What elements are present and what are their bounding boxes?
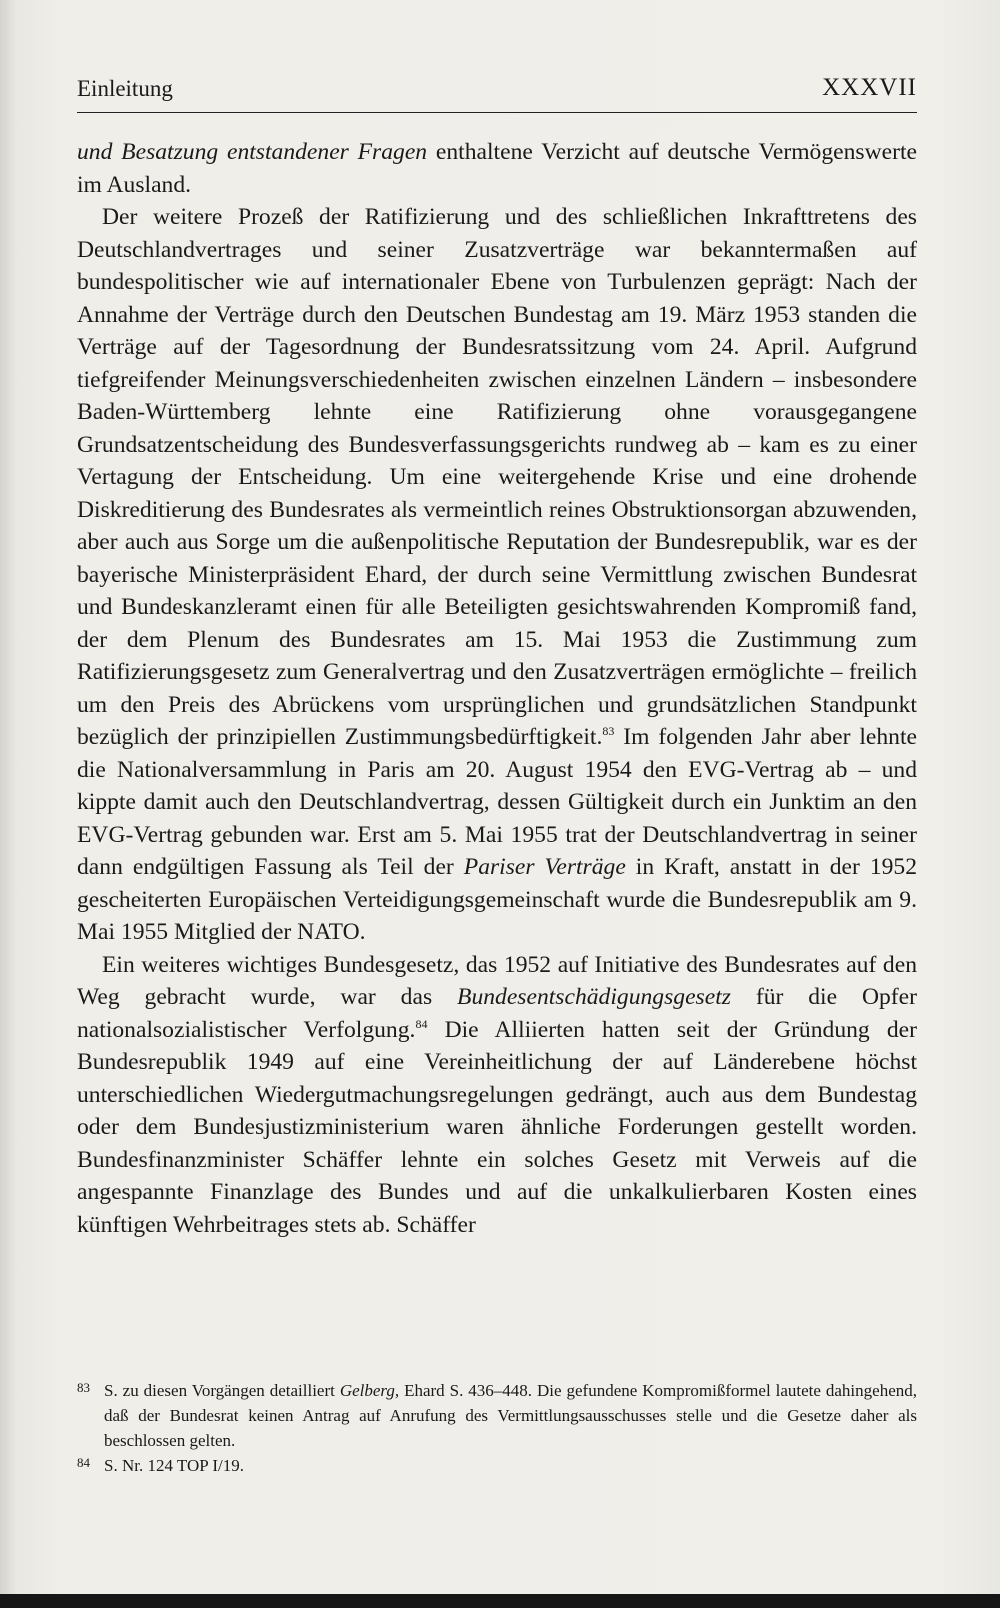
text-run: Die Alliierten hatten seit der Gründung der Bundesrepublik 1949 auf eine Vereinheitlichung der auf Länderebene höchst unterschiedlichen Wiedergutmachungsregelungen gedrängt, auch aus dem Bundestag oder dem Bundesjustizministerium waren ähnliche Forderungen gestellt worden. Bundesfinanzminister Schäffer lehnte ein solches Gesetz mit Verweis auf die angespannte Finanzlage des Bundes und auf die unkalkulierbaren Kosten eines künftigen Wehrbeitrages stets ab. Schäffer [77, 1016, 917, 1238]
paragraph-2 [77, 201, 917, 949]
text-run: für die Opfer nationalsozialistischer Verfolgung. [77, 984, 917, 1043]
footnote-number: 84 [77, 1455, 90, 1470]
body-text [77, 136, 917, 1241]
text-run: S. zu diesen Vorgängen detailliert [104, 1381, 340, 1400]
italic-phrase: Pariser Verträge [463, 854, 626, 880]
page-edge-shadow [0, 0, 16, 1608]
footnote-84 [77, 1453, 917, 1478]
text-run: Im folgenden Jahr aber lehnte die Nationalversammlung in Paris am 20. August 1954 den EVG-Vertrag ab – und kippte damit auch den Deutschlandvertrag, dessen Gültigkeit durch ein Junktim an den EVG-Vertrag gebunden war. Erst am 5. Mai 1955 trat der Deutschlandvertrag in seiner dann endgültigen Fassung als Teil der [77, 724, 917, 880]
italic-phrase: Bundesentschädigungsgesetz [457, 984, 731, 1010]
text-run: Ein weiteres wichtiges Bundesgesetz, das 1952 auf Initiative des Bundesrates auf den Weg gebracht wurde, war das [77, 951, 917, 1010]
page-number: XXXVII [822, 74, 917, 101]
text-run: Ehard S. 436–448. Die gefundene Kompromißformel lautete dahingehend, daß der Bundesrat keinen Antrag auf Anrufung des Vermittlungsausschusses stelle und die Gesetze daher als beschlossen gelten. [104, 1381, 917, 1450]
text-run: enthaltene Verzicht auf deutsche Vermögenswerte im Ausland. [77, 139, 917, 198]
running-header [77, 74, 917, 113]
scan-bottom-edge [0, 1594, 1000, 1608]
paragraph-3 [77, 949, 917, 1242]
italic-phrase: und Besatzung entstandener Fragen [77, 139, 428, 165]
paragraph-1 [77, 136, 917, 201]
section-title: Einleitung [77, 76, 173, 101]
footnote-83 [77, 1378, 917, 1453]
footnotes [77, 1378, 917, 1478]
text-run: Der weitere Prozeß der Ratifizierung und des schließlichen Inkrafttretens des Deutschlandvertrages und seiner Zusatzverträge war bekanntermaßen auf bundespolitischer wie auf internationaler Ebene von Turbulenzen geprägt: Nach der Annahme der Verträge durch den Deutschen Bundestag am 19. März 1953 standen die Verträge auf der Tagesordnung der Bundesratssitzung vom 24. April. Aufgrund tiefgreifender Meinungsverschiedenheiten zwischen einzelnen Ländern – insbesondere Baden-Württemberg lehnte eine Ratifizierung ohne vorausgegangene Grundsatzentscheidung des Bundesverfassungsgerichts rundweg ab – kam es zu einer Vertagung der Entscheidung. Um eine weitergehende Krise und eine drohende Diskreditierung des Bundesrates als vermeintlich reines Obstruktionsorgan abzuwenden, aber auch aus Sorge um die außenpolitische Reputation der Bundesrepublik, war es der bayerische Ministerpräsident Ehard, der durch seine Vermittlung zwischen Bundesrat und Bundeskanzleramt einen für alle Beteiligten gesichtswahrenden Kompromiß fand, der dem Plenum des Bundesrates am 15. Mai 1953 die Zustimmung zum Ratifizierungsgesetz zum Generalvertrag und den Zusatzverträgen ermöglichte – freilich um den Preis des Abrückens vom ursprünglichen und grundsätzlichen Standpunkt bezüglich der prinzipiellen Zustimmungsbedürftigkeit. [77, 204, 917, 750]
footnote-ref-83: 83 [602, 724, 615, 738]
footnote-number: 83 [77, 1380, 90, 1395]
text-run: S. Nr. 124 TOP I/19. [104, 1456, 244, 1475]
italic-phrase: Gelberg, [339, 1381, 400, 1400]
footnote-ref-84: 84 [415, 1016, 428, 1031]
text-run: in Kraft, anstatt in der 1952 gescheiterten Europäischen Verteidigungsgemeinschaft wurde die Bundesrepublik am 9. Mai 1955 Mitglied der NATO. [77, 854, 918, 945]
